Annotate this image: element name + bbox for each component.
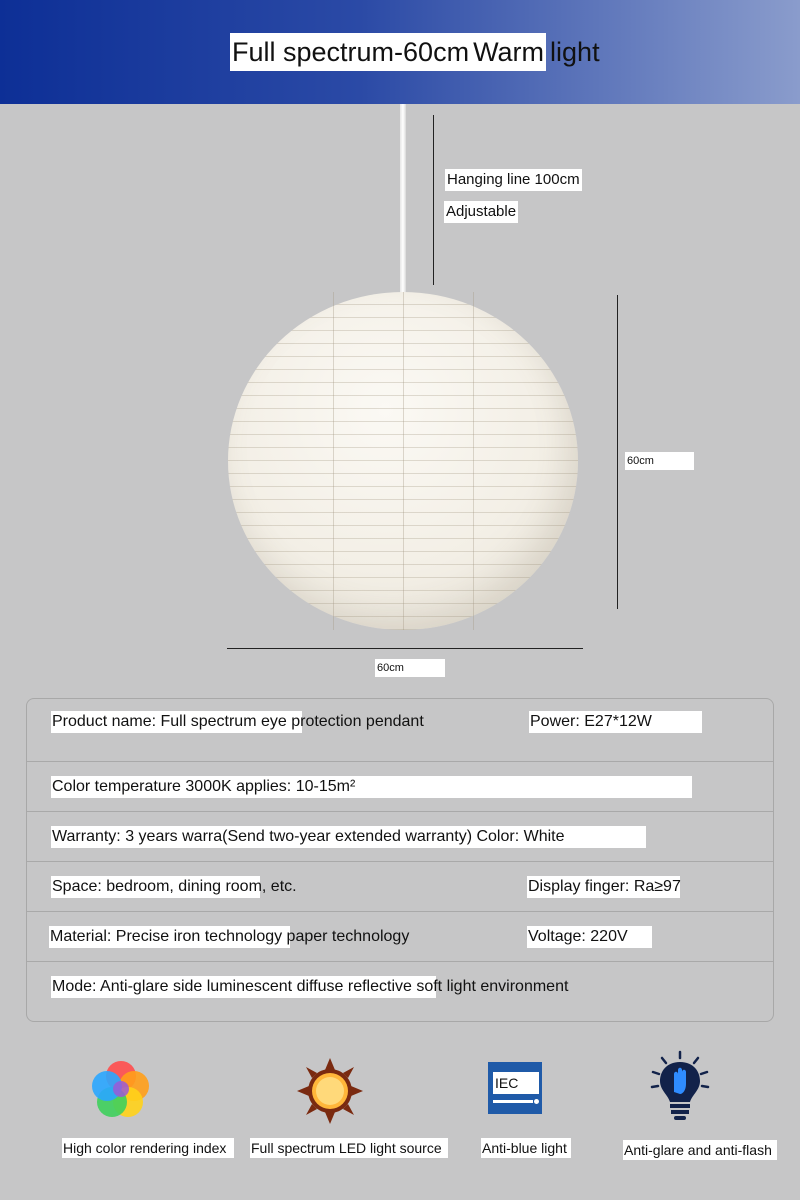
- width-label: 60cm: [375, 659, 445, 677]
- table-row: [27, 961, 773, 1012]
- table-row: [27, 711, 773, 761]
- height-label: 60cm: [625, 452, 694, 470]
- spec-space: Space: bedroom, dining room, etc.: [51, 876, 260, 898]
- table-row: [27, 911, 773, 962]
- height-dimension-line: [617, 295, 618, 609]
- hand-bulb-icon: [648, 1050, 712, 1122]
- feature-label-anti-glare: Anti-glare and anti-flash: [623, 1140, 777, 1160]
- feature-label-full-spectrum: Full spectrum LED light source: [250, 1138, 448, 1158]
- spec-warranty: Warranty: 3 years warra(Send two-year extended warranty) Color: White: [51, 826, 646, 848]
- lantern-rib: [473, 292, 474, 630]
- lantern-rib: [333, 292, 334, 630]
- title-part-1: Full spectrum-60cm: [230, 33, 471, 71]
- page-title: [230, 32, 600, 72]
- spec-color-temperature: Color temperature 3000K applies: 10-15m²: [51, 776, 692, 798]
- spec-mode: Mode: Anti-glare side luminescent diffuse reflective soft light environment: [51, 976, 436, 998]
- color-wheel-icon: [88, 1056, 154, 1122]
- table-row: [27, 861, 773, 912]
- spec-product-name: Product name: Full spectrum eye protection pendant: [51, 711, 302, 733]
- adjustable-label: Adjustable: [444, 201, 518, 223]
- paper-lantern-image: [228, 292, 578, 630]
- spec-display-finger: Display finger: Ra≥97: [527, 876, 680, 898]
- title-part-2: Warm: [471, 33, 546, 71]
- hanging-line-dimension: [433, 115, 434, 285]
- screen-base: [493, 1100, 533, 1103]
- width-dimension-line: [227, 648, 583, 649]
- iec-label: IEC: [493, 1072, 539, 1094]
- table-row: [27, 761, 773, 812]
- sun-icon: [297, 1058, 363, 1124]
- hanging-line-label: Hanging line 100cm: [445, 169, 582, 191]
- iec-screen-icon: [488, 1062, 542, 1114]
- spec-power: Power: E27*12W: [529, 711, 702, 733]
- hanging-cord: [400, 104, 406, 294]
- screen-dot: [534, 1099, 539, 1104]
- spec-material: Material: Precise iron technology paper technology: [49, 926, 290, 948]
- lantern-rib: [403, 292, 404, 630]
- spec-voltage: Voltage: 220V: [527, 926, 652, 948]
- feature-label-color-rendering: High color rendering index: [62, 1138, 234, 1158]
- title-part-3: light: [550, 36, 600, 67]
- spec-table: [26, 698, 774, 1022]
- table-row: [27, 811, 773, 862]
- feature-label-anti-blue: Anti-blue light: [481, 1138, 571, 1158]
